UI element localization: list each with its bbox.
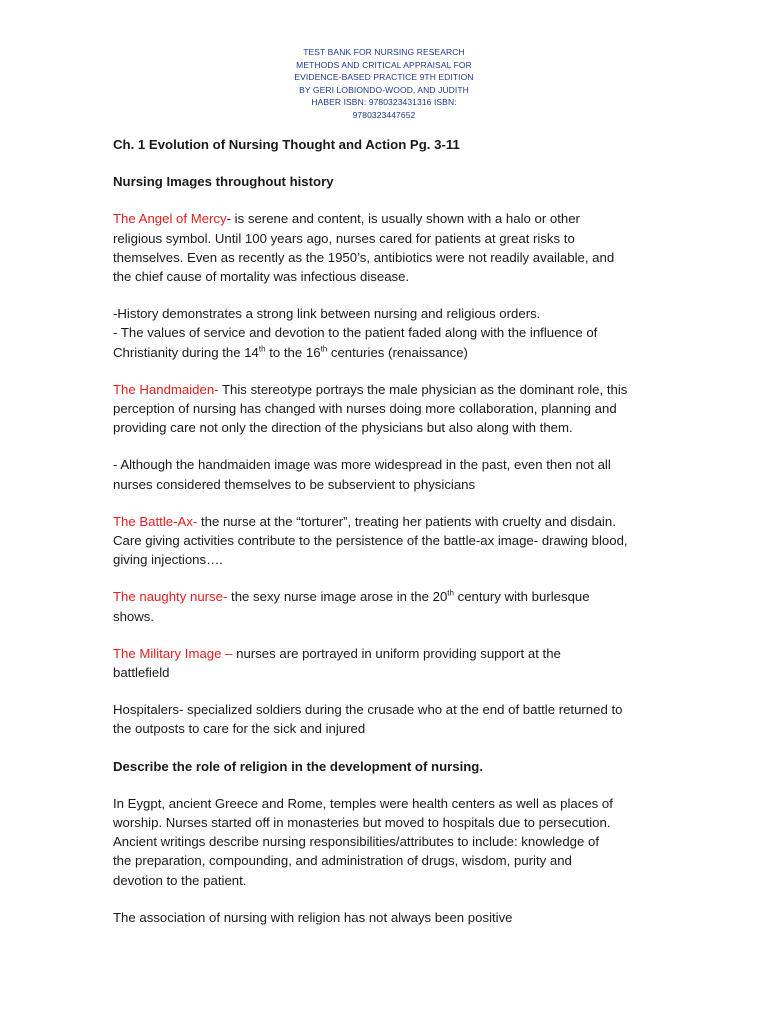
religious-orders-paragraph <box>113 304 658 362</box>
section-title: Nursing Images throughout history <box>113 174 334 190</box>
military-image-paragraph <box>113 644 658 682</box>
document-header <box>284 46 484 122</box>
text-line: -History demonstrates a strong link between nursing and religious orders. <box>113 306 541 322</box>
header-line: HABER ISBN: 9780323431316 ISBN: <box>311 97 457 108</box>
text-line: the preparation, compounding, and administration of drugs, wisdom, purity and <box>113 853 572 869</box>
term-military-image: The Military Image – <box>113 645 233 661</box>
question-heading: Describe the role of religion in the development of nursing. <box>113 758 484 774</box>
superscript: th <box>447 589 454 599</box>
text-line: nurses considered themselves to be subservient to physicians <box>113 476 476 492</box>
document-body <box>113 135 658 927</box>
header-line: 9780323447652 <box>352 109 416 120</box>
text-line: nurses are portrayed in uniform providing support at the <box>232 645 561 661</box>
text-line: Hospitalers- specialized soldiers during the crusade who at the end of battle returned to <box>113 702 623 718</box>
chapter-title: Ch. 1 Evolution of Nursing Thought and Action Pg. 3-11 <box>113 137 460 152</box>
text-line: giving injections…. <box>113 552 223 568</box>
text-line: religious symbol. Until 100 years ago, nurses cared for patients at great risks to <box>113 230 575 246</box>
superscript: th <box>258 344 266 354</box>
text-fragment: to the 16 <box>265 344 321 360</box>
handmaiden-note-paragraph <box>113 455 658 493</box>
header-line: TEST BANK FOR NURSING RESEARCH <box>303 47 465 57</box>
text-line: devotion to the patient. <box>113 872 247 888</box>
closing-line: The association of nursing with religion has not always been positive <box>113 909 513 925</box>
angel-of-mercy-paragraph <box>113 209 658 286</box>
text-line: shows. <box>113 608 155 624</box>
text-line: providing care not only the direction of the physicians but also along with them. <box>113 420 573 436</box>
text-fragment: Christianity during the 14 <box>113 344 259 360</box>
header-line: EVIDENCE-BASED PRACTICE 9TH EDITION <box>294 72 474 83</box>
text-line: - is serene and content, is usually shown with a halo or other <box>226 211 580 227</box>
text-line: - Although the handmaiden image was more widespread in the past, even then not all <box>113 457 611 473</box>
text-line: Care giving activities contribute to the persistence of the battle-ax image- drawing blood, <box>113 533 628 549</box>
battle-ax-paragraph <box>113 512 658 570</box>
text-line: In Eygpt, ancient Greece and Rome, temples were health centers as well as places of <box>113 795 613 811</box>
term-battle-ax: The Battle-Ax- <box>113 513 198 529</box>
text-line: the nurse at the “torturer”, treating her patients with cruelty and disdain. <box>197 513 616 529</box>
text-line: themselves. Even as recently as the 1950’s, antibiotics were not readily available, and <box>113 249 615 265</box>
handmaiden-paragraph <box>113 380 658 438</box>
naughty-nurse-paragraph <box>113 587 658 625</box>
text-fragment: century with burlesque <box>453 589 590 605</box>
text-fragment: centuries (renaissance) <box>327 344 468 360</box>
text-line: This stereotype portrays the male physician as the dominant role, this <box>218 381 628 397</box>
text-line: the outposts to care for the sick and injured <box>113 721 366 737</box>
text-line: the chief cause of mortality was infectious disease. <box>113 269 410 285</box>
text-line: - The values of service and devotion to the patient faded along with the influence of <box>113 325 598 341</box>
hospitalers-paragraph <box>113 700 658 738</box>
text-line: battlefield <box>113 665 170 681</box>
header-line: METHODS AND CRITICAL APPRAISAL FOR <box>296 59 472 70</box>
religion-answer-paragraph <box>113 794 658 890</box>
header-line: BY GERI LOBIONDO-WOOD, AND JUDITH <box>299 84 469 95</box>
text-line: worship. Nurses started off in monasteries but moved to hospitals due to persecution. <box>113 815 611 831</box>
superscript: th <box>320 344 328 354</box>
term-angel-of-mercy: The Angel of Mercy <box>113 211 227 227</box>
term-handmaiden: The Handmaiden- <box>113 381 219 397</box>
term-naughty-nurse: The naughty nurse- <box>113 589 228 605</box>
text-fragment: the sexy nurse image arose in the 20 <box>227 589 448 605</box>
text-line: perception of nursing has changed with nurses doing more collaboration, planning and <box>113 401 617 417</box>
text-line: Ancient writings describe nursing responsibilities/attributes to include: knowledge of <box>113 834 599 850</box>
